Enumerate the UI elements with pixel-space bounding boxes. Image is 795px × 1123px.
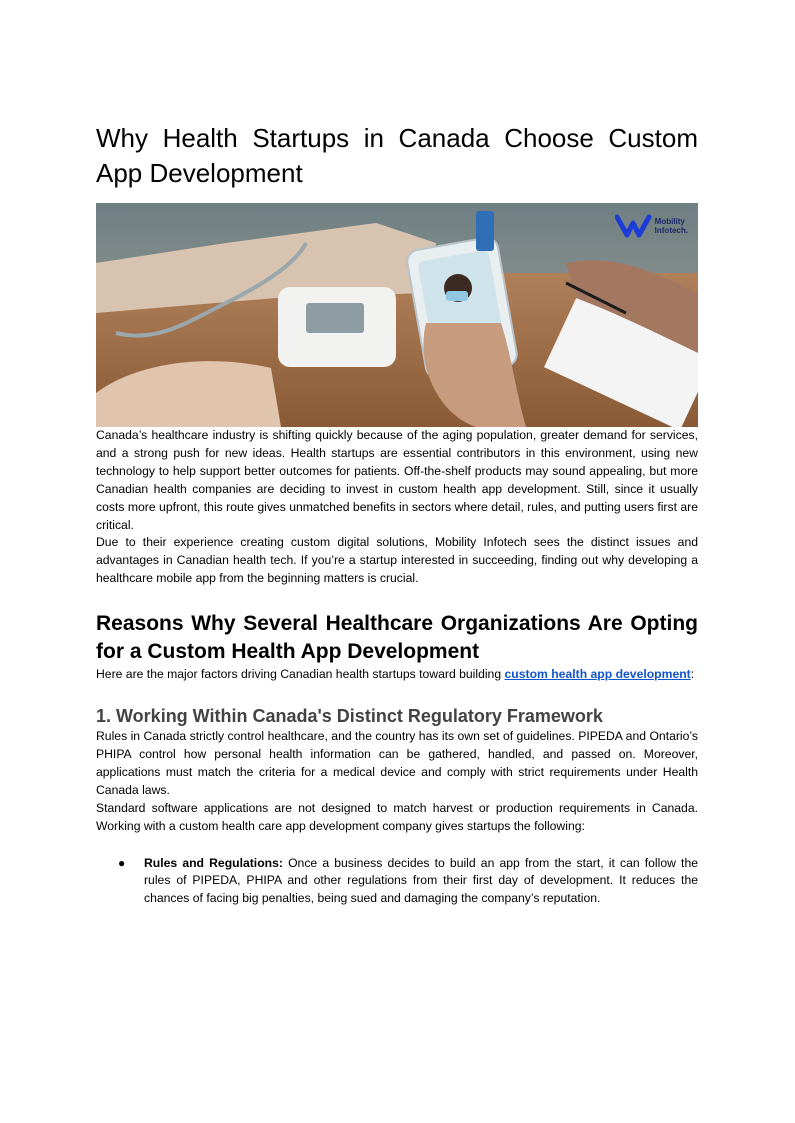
list-item xyxy=(96,855,698,909)
bullet-marker: ● xyxy=(118,855,126,870)
section-lead-paragraph xyxy=(96,666,698,684)
mobility-infotech-logo-icon xyxy=(615,213,653,239)
subsection-paragraph: Standard software applications are not designed to match harvest or production requirements in Canada. Working with a custom health care app development company gives startups the following: xyxy=(96,800,698,833)
lead-end: : xyxy=(690,667,695,682)
intro-paragraph: Canada’s healthcare industry is shifting quickly because of the aging population, greater demand for services, and a strong push for new ideas. Health startups are essential contributors in this environment, using new technology to help support better outcomes for patients. Off-the-shelf products may sound appealing, but more Canadian health companies are deciding to invest in custom health app development. Still, since it usually costs more upfront, this route gives unmatched benefits in sectors where detail, rules, and putting users first are critical. xyxy=(96,428,698,532)
page-title: Why Health Startups in Canada Choose Custom App Development xyxy=(96,123,698,188)
brand-logo xyxy=(615,213,688,239)
section-heading: Reasons Why Several Healthcare Organizations Are Opting for a Custom Health App Development xyxy=(96,612,698,664)
doctor-face-mask xyxy=(446,291,468,301)
subsection-heading: 1. Working Within Canada's Distinct Regulatory Framework xyxy=(96,706,603,727)
monitor-screen xyxy=(306,303,364,333)
intro-paragraph: Due to their experience creating custom digital solutions, Mobility Infotech sees the distinct issues and advantages in Canadian health tech. If you’re a startup interested in succeeding, finding out why developing a healthcare mobile app from the beginning matters is crucial. xyxy=(96,535,698,586)
hero-image xyxy=(96,203,698,427)
lead-text: Here are the major factors driving Canadian health startups toward building xyxy=(96,667,505,682)
bullet-text xyxy=(144,855,698,909)
logo-line-1: Mobility xyxy=(654,217,685,226)
logo-wordmark xyxy=(655,217,688,235)
document-page xyxy=(96,121,698,908)
bullet-label: Rules and Regulations: xyxy=(144,855,283,870)
custom-health-app-development-link[interactable]: custom health app development xyxy=(504,667,691,682)
bullet-body: Once a business decides to build an app from the start, it can follow the rules of PIPEDA, PHIPA and other regulations from their first day of development. It reduces the chances of facing big penalties, being sued and damaging the company’s reputation. xyxy=(144,855,698,906)
logo-line-2: Infotech. xyxy=(654,226,688,235)
telehealth-illustration xyxy=(96,203,698,427)
bullet-list xyxy=(96,855,698,909)
medicine-bottle xyxy=(476,211,494,251)
subsection-paragraph: Rules in Canada strictly control healthcare, and the country has its own set of guidelines. PIPEDA and Ontario’s PHIPA control how personal health information can be gathered, handled, and passed on. Moreover, applications must match the criteria for a medical device and comply with strict requirements under Health Canada laws. xyxy=(96,729,698,797)
